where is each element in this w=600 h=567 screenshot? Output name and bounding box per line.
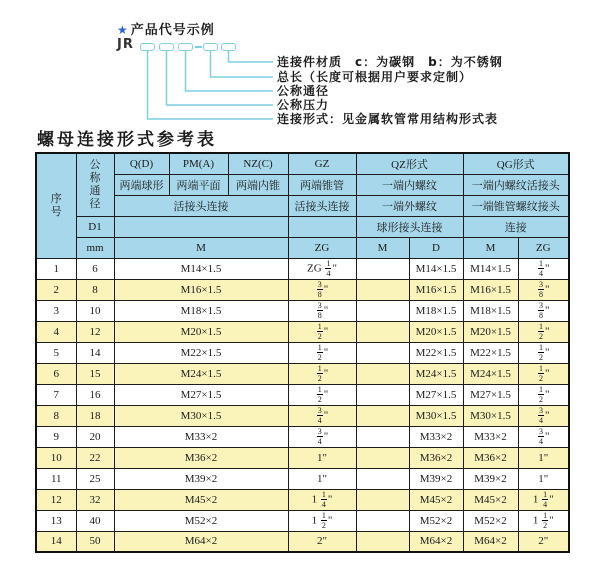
cell-serial: 6: [36, 363, 76, 384]
product-code-prefix: JR: [117, 37, 134, 52]
cell-qz-m: [356, 405, 409, 426]
cell-qz-m: [356, 447, 409, 468]
table-body: [36, 258, 569, 552]
cell-qz-d: M24×1.5: [409, 363, 463, 384]
table-row: [36, 489, 569, 510]
cell-serial: 11: [36, 468, 76, 489]
cell-qg-zg: 1": [518, 468, 569, 489]
cell-qz-m: [356, 468, 409, 489]
cell-gz: 1 $\frac{1}{4}$ ": [288, 489, 356, 510]
code-box-5: [221, 43, 236, 51]
table-row: [36, 531, 569, 552]
cell-m: M52×2: [114, 510, 288, 531]
code-box-1: [140, 43, 155, 51]
col-header-qg-form: QG形式: [463, 153, 569, 174]
cell-qz-d: M27×1.5: [409, 384, 463, 405]
table-row: [36, 426, 569, 447]
header-blank-2: [288, 216, 356, 237]
table-row: [36, 258, 569, 279]
cell-qz-d: M52×2: [409, 510, 463, 531]
cell-qg-m: M39×2: [463, 468, 518, 489]
table-row: [36, 468, 569, 489]
cell-dn: 15: [76, 363, 114, 384]
cell-serial: 2: [36, 279, 76, 300]
star-icon: ★: [117, 23, 129, 37]
desc-qz-2: 一端外螺纹: [356, 195, 463, 216]
cell-qg-m: M22×1.5: [463, 342, 518, 363]
diagram-title-text: 产品代号示例: [130, 23, 215, 38]
cell-qg-zg: $\frac{3}{4}$ ": [518, 405, 569, 426]
cell-serial: 7: [36, 384, 76, 405]
cell-qg-zg: 1 $\frac{1}{2}$ ": [518, 510, 569, 531]
col-header-pm: PM(A): [169, 153, 228, 174]
cell-m: M24×1.5: [114, 363, 288, 384]
cell-dn: 22: [76, 447, 114, 468]
unit-mm: mm: [76, 237, 114, 258]
cell-serial: 14: [36, 531, 76, 552]
cell-m: M22×1.5: [114, 342, 288, 363]
cell-dn: 14: [76, 342, 114, 363]
cell-qz-d: M18×1.5: [409, 300, 463, 321]
table-row: [36, 342, 569, 363]
cell-gz: $\frac{3}{4}$ ": [288, 426, 356, 447]
cell-m: M20×1.5: [114, 321, 288, 342]
col-header-nz: NZ(C): [228, 153, 288, 174]
table-row: [36, 405, 569, 426]
unit-qz-m: M: [356, 237, 409, 258]
cell-dn: 18: [76, 405, 114, 426]
cell-gz: $\frac{3}{4}$ ": [288, 405, 356, 426]
code-box-2: [159, 43, 174, 51]
cell-qg-zg: $\frac{1}{2}$ ": [518, 384, 569, 405]
cell-qg-zg: $\frac{1}{4}$ ": [518, 258, 569, 279]
cell-qg-m: M33×2: [463, 426, 518, 447]
cell-serial: 8: [36, 405, 76, 426]
cell-qz-m: [356, 426, 409, 447]
gz-connection: 活接头连接: [288, 195, 356, 216]
desc-pm: 两端平面: [169, 174, 228, 195]
cell-gz: $\frac{1}{2}$ ": [288, 384, 356, 405]
cell-qg-zg: $\frac{1}{2}$ ": [518, 342, 569, 363]
code-dash: [195, 46, 202, 48]
cell-gz: 1": [288, 447, 356, 468]
col-header-qz-form: QZ形式: [356, 153, 463, 174]
cell-gz: 2": [288, 531, 356, 552]
qz-connection: 球形接头连接: [356, 216, 463, 237]
cell-qg-m: M64×2: [463, 531, 518, 552]
diagram-connector-lines: [140, 51, 280, 123]
cell-m: M14×1.5: [114, 258, 288, 279]
cell-qz-m: [356, 342, 409, 363]
cell-qg-m: M18×1.5: [463, 300, 518, 321]
cell-qg-m: M16×1.5: [463, 279, 518, 300]
table-row: [36, 510, 569, 531]
cell-qz-d: M45×2: [409, 489, 463, 510]
cell-qg-zg: 1": [518, 447, 569, 468]
table-row: [36, 300, 569, 321]
table-row: [36, 363, 569, 384]
cell-dn: 20: [76, 426, 114, 447]
cell-dn: 6: [76, 258, 114, 279]
cell-qg-zg: $\frac{1}{2}$ ": [518, 363, 569, 384]
table-header: [36, 153, 569, 258]
table-title: 螺母连接形式参考表: [37, 130, 217, 150]
cell-qg-m: M45×2: [463, 489, 518, 510]
nut-connection-table: [35, 152, 570, 553]
cell-m: M45×2: [114, 489, 288, 510]
cell-qz-m: [356, 300, 409, 321]
cell-qg-zg: $\frac{3}{8}$ ": [518, 300, 569, 321]
cell-m: M39×2: [114, 468, 288, 489]
cell-dn: 40: [76, 510, 114, 531]
cell-m: M27×1.5: [114, 384, 288, 405]
cell-qg-zg: 1 $\frac{1}{4}$ ": [518, 489, 569, 510]
cell-serial: 3: [36, 300, 76, 321]
cell-qz-m: [356, 384, 409, 405]
desc-nz: 两端内锥: [228, 174, 288, 195]
cell-serial: 5: [36, 342, 76, 363]
cell-dn: 50: [76, 531, 114, 552]
cell-qz-m: [356, 510, 409, 531]
union-connection: 活接头连接: [114, 195, 288, 216]
col-header-serial: 序 号: [36, 153, 76, 258]
cell-qz-d: M22×1.5: [409, 342, 463, 363]
code-box-3: [178, 43, 193, 51]
cell-qz-m: [356, 531, 409, 552]
cell-qz-m: [356, 489, 409, 510]
desc-gz: 两端锥管: [288, 174, 356, 195]
cell-serial: 12: [36, 489, 76, 510]
unit-zg: ZG: [288, 237, 356, 258]
label-pressure: 公称压力: [277, 98, 330, 112]
cell-qg-zg: $\frac{3}{4}$ ": [518, 426, 569, 447]
header-blank-1: [114, 216, 288, 237]
unit-m: M: [114, 237, 288, 258]
table-row: [36, 321, 569, 342]
cell-gz: $\frac{3}{8}$ ": [288, 279, 356, 300]
cell-qg-m: M36×2: [463, 447, 518, 468]
cell-m: M36×2: [114, 447, 288, 468]
cell-qz-m: [356, 363, 409, 384]
qg-connection: 连接: [463, 216, 569, 237]
cell-gz: ZG $\frac{1}{4}$ ": [288, 258, 356, 279]
cell-qg-zg: $\frac{3}{8}$ ": [518, 279, 569, 300]
cell-gz: 1 $\frac{1}{2}$ ": [288, 510, 356, 531]
cell-gz: $\frac{3}{8}$ ": [288, 300, 356, 321]
cell-qz-d: M64×2: [409, 531, 463, 552]
cell-qz-d: M36×2: [409, 447, 463, 468]
cell-qz-d: M14×1.5: [409, 258, 463, 279]
cell-qg-m: M52×2: [463, 510, 518, 531]
cell-qz-d: M33×2: [409, 426, 463, 447]
cell-qg-zg: $\frac{1}{2}$ ": [518, 321, 569, 342]
cell-qz-d: M30×1.5: [409, 405, 463, 426]
cell-qg-m: M24×1.5: [463, 363, 518, 384]
cell-qz-d: M16×1.5: [409, 279, 463, 300]
cell-qg-m: M27×1.5: [463, 384, 518, 405]
cell-serial: 4: [36, 321, 76, 342]
cell-serial: 13: [36, 510, 76, 531]
cell-qz-m: [356, 258, 409, 279]
cell-qg-m: M30×1.5: [463, 405, 518, 426]
col-header-dn: 公 称 通 径: [76, 153, 114, 216]
cell-qz-d: M20×1.5: [409, 321, 463, 342]
label-diameter: 公称通径: [277, 84, 330, 98]
cell-gz: 1": [288, 468, 356, 489]
desc-qg-1: 一端内螺纹活接头: [463, 174, 569, 195]
cell-m: M16×1.5: [114, 279, 288, 300]
table-row: [36, 447, 569, 468]
unit-qz-d: D: [409, 237, 463, 258]
desc-qz-1: 一端内螺纹: [356, 174, 463, 195]
cell-qz-m: [356, 321, 409, 342]
label-material: 连接件材质 c：为碳钢 b：为不锈钢: [277, 55, 503, 69]
cell-serial: 9: [36, 426, 76, 447]
diagram-title: [117, 19, 215, 38]
cell-m: M30×1.5: [114, 405, 288, 426]
label-connection: 连接形式：见金属软管常用结构形式表: [277, 112, 499, 126]
cell-m: M64×2: [114, 531, 288, 552]
cell-gz: $\frac{1}{2}$ ": [288, 363, 356, 384]
cell-serial: 1: [36, 258, 76, 279]
cell-qg-zg: 2": [518, 531, 569, 552]
unit-qg-m: M: [463, 237, 518, 258]
label-length: 总长（长度可根据用户要求定制）: [277, 70, 473, 84]
cell-gz: $\frac{1}{2}$ ": [288, 321, 356, 342]
code-box-4: [203, 43, 218, 51]
cell-dn: 16: [76, 384, 114, 405]
col-header-q: Q(D): [114, 153, 169, 174]
cell-dn: 25: [76, 468, 114, 489]
unit-qg-zg: ZG: [518, 237, 569, 258]
cell-qz-d: M39×2: [409, 468, 463, 489]
col-header-gz: GZ: [288, 153, 356, 174]
cell-qg-m: M20×1.5: [463, 321, 518, 342]
cell-dn: 8: [76, 279, 114, 300]
cell-qz-m: [356, 279, 409, 300]
cell-dn: 10: [76, 300, 114, 321]
header-d1: D1: [76, 216, 114, 237]
desc-q: 两端球形: [114, 174, 169, 195]
cell-dn: 12: [76, 321, 114, 342]
cell-gz: $\frac{1}{2}$ ": [288, 342, 356, 363]
cell-dn: 32: [76, 489, 114, 510]
cell-m: M18×1.5: [114, 300, 288, 321]
desc-qg-2: 一端锥管螺纹接头: [463, 195, 569, 216]
cell-m: M33×2: [114, 426, 288, 447]
table-row: [36, 384, 569, 405]
table-row: [36, 279, 569, 300]
cell-serial: 10: [36, 447, 76, 468]
cell-qg-m: M14×1.5: [463, 258, 518, 279]
